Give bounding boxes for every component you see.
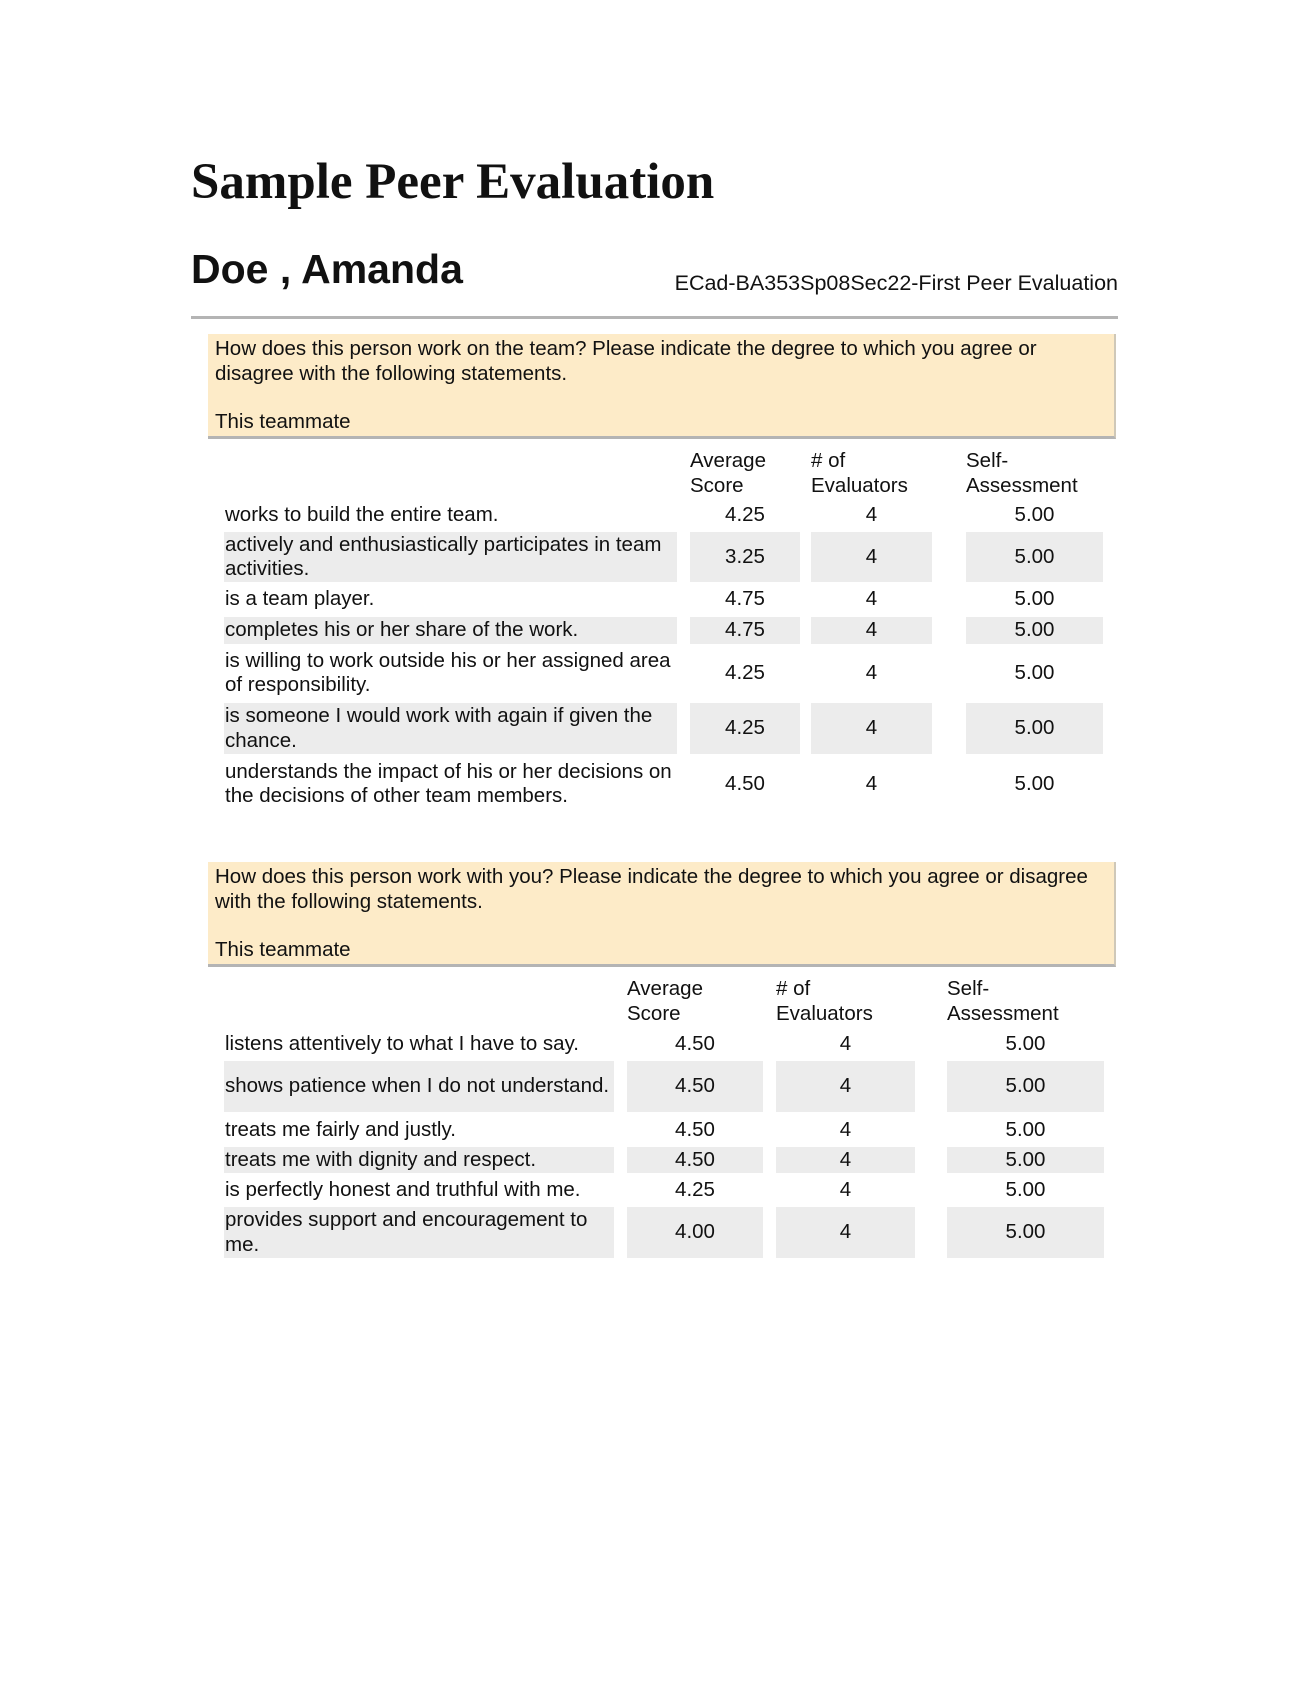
average-score-cell: 3.25 (690, 532, 800, 582)
section-1-lead: This teammate (215, 410, 351, 433)
self-assessment-cell: 5.00 (966, 703, 1103, 754)
table-row (0, 1207, 1306, 1258)
evaluators-cell: 4 (839, 1117, 852, 1141)
self-assessment-cell: 5.00 (947, 1061, 1104, 1112)
average-score-cell: 4.25 (675, 1177, 715, 1201)
statement-cell: treats me with dignity and respect. (224, 1147, 614, 1173)
evaluators-cell: 4 (811, 617, 932, 644)
statement-cell: listens attentively to what I have to say. (225, 1031, 579, 1055)
self-assessment-cell: 5.00 (947, 1147, 1104, 1173)
evaluators-cell: 4 (865, 586, 878, 610)
statement-cell: shows patience when I do not understand. (224, 1061, 614, 1112)
evaluators-cell: 4 (811, 532, 932, 582)
section-1-col-evaluators: # of Evaluators (811, 449, 908, 497)
self-assessment-cell: 5.00 (966, 617, 1103, 644)
section-2-col-self-assessment: Self- Assessment (947, 977, 1059, 1025)
evaluators-cell: 4 (811, 703, 932, 754)
section-1-col-average-score: Average Score (690, 449, 766, 497)
average-score-cell: 4.75 (690, 617, 800, 644)
evaluators-cell: 4 (865, 660, 878, 684)
statement-cell: provides support and encouragement to me. (224, 1207, 614, 1258)
section-2-header (208, 862, 1116, 967)
table-row (0, 1147, 1306, 1173)
section-1-prompt: How does this person work on the team? Please indicate the degree to which you agree or disagree with the following statements. (215, 337, 1037, 385)
evaluators-cell: 4 (776, 1061, 915, 1112)
evaluators-cell: 4 (865, 502, 878, 526)
table-row (0, 1031, 1306, 1057)
statement-cell: is someone I would work with again if given the chance. (224, 703, 677, 754)
self-assessment-cell: 5.00 (1014, 586, 1055, 610)
table-row (0, 586, 1306, 612)
statement-cell: works to build the entire team. (225, 502, 499, 526)
section-2-prompt: How does this person work with you? Please indicate the degree to which you agree or disagree with the following statements. (215, 865, 1088, 913)
evaluators-cell: 4 (865, 771, 878, 795)
table-row (0, 703, 1306, 754)
section-2-col-average-score: Average Score (627, 977, 703, 1025)
average-score-cell: 4.50 (675, 1117, 715, 1141)
section-2-col-evaluators: # of Evaluators (776, 977, 873, 1025)
page-title: Sample Peer Evaluation (191, 154, 715, 210)
header-divider (191, 316, 1118, 319)
self-assessment-cell: 5.00 (947, 1207, 1104, 1258)
self-assessment-cell: 5.00 (1014, 771, 1055, 795)
statement-cell: understands the impact of his or her decisions on the decisions of other team members. (225, 759, 672, 807)
self-assessment-cell: 5.00 (966, 532, 1103, 582)
table-row (0, 617, 1306, 644)
section-2-lead: This teammate (215, 938, 351, 961)
section-1-header (208, 334, 1116, 439)
section-1-col-self-assessment: Self- Assessment (966, 449, 1078, 497)
evaluators-cell: 4 (776, 1147, 915, 1173)
self-assessment-cell: 5.00 (1005, 1031, 1046, 1055)
average-score-cell: 4.00 (627, 1207, 763, 1258)
average-score-cell: 4.50 (627, 1147, 763, 1173)
table-row (0, 502, 1306, 528)
table-row (0, 759, 1306, 809)
person-name: Doe , Amanda (191, 246, 463, 292)
average-score-cell: 4.25 (725, 502, 765, 526)
average-score-cell: 4.25 (725, 660, 765, 684)
table-row (0, 1061, 1306, 1112)
statement-cell: treats me fairly and justly. (225, 1117, 456, 1141)
table-row (0, 532, 1306, 582)
self-assessment-cell: 5.00 (1014, 660, 1055, 684)
table-row (0, 648, 1306, 698)
evaluators-cell: 4 (839, 1031, 852, 1055)
evaluation-name: ECad-BA353Sp08Sec22-First Peer Evaluation (674, 271, 1118, 295)
average-score-cell: 4.50 (725, 771, 765, 795)
statement-cell: is a team player. (225, 586, 375, 610)
statement-cell: completes his or her share of the work. (224, 617, 677, 644)
table-row (0, 1177, 1306, 1203)
statement-cell: is perfectly honest and truthful with me. (225, 1177, 581, 1201)
average-score-cell: 4.50 (627, 1061, 763, 1112)
average-score-cell: 4.50 (675, 1031, 715, 1055)
statement-cell: is willing to work outside his or her assigned area of responsibility. (225, 648, 671, 696)
average-score-cell: 4.25 (690, 703, 800, 754)
self-assessment-cell: 5.00 (1014, 502, 1055, 526)
table-row (0, 1117, 1306, 1143)
statement-cell: actively and enthusiastically participates in team activities. (224, 532, 677, 582)
average-score-cell: 4.75 (725, 586, 765, 610)
self-assessment-cell: 5.00 (1005, 1117, 1046, 1141)
evaluators-cell: 4 (839, 1177, 852, 1201)
self-assessment-cell: 5.00 (1005, 1177, 1046, 1201)
evaluators-cell: 4 (776, 1207, 915, 1258)
